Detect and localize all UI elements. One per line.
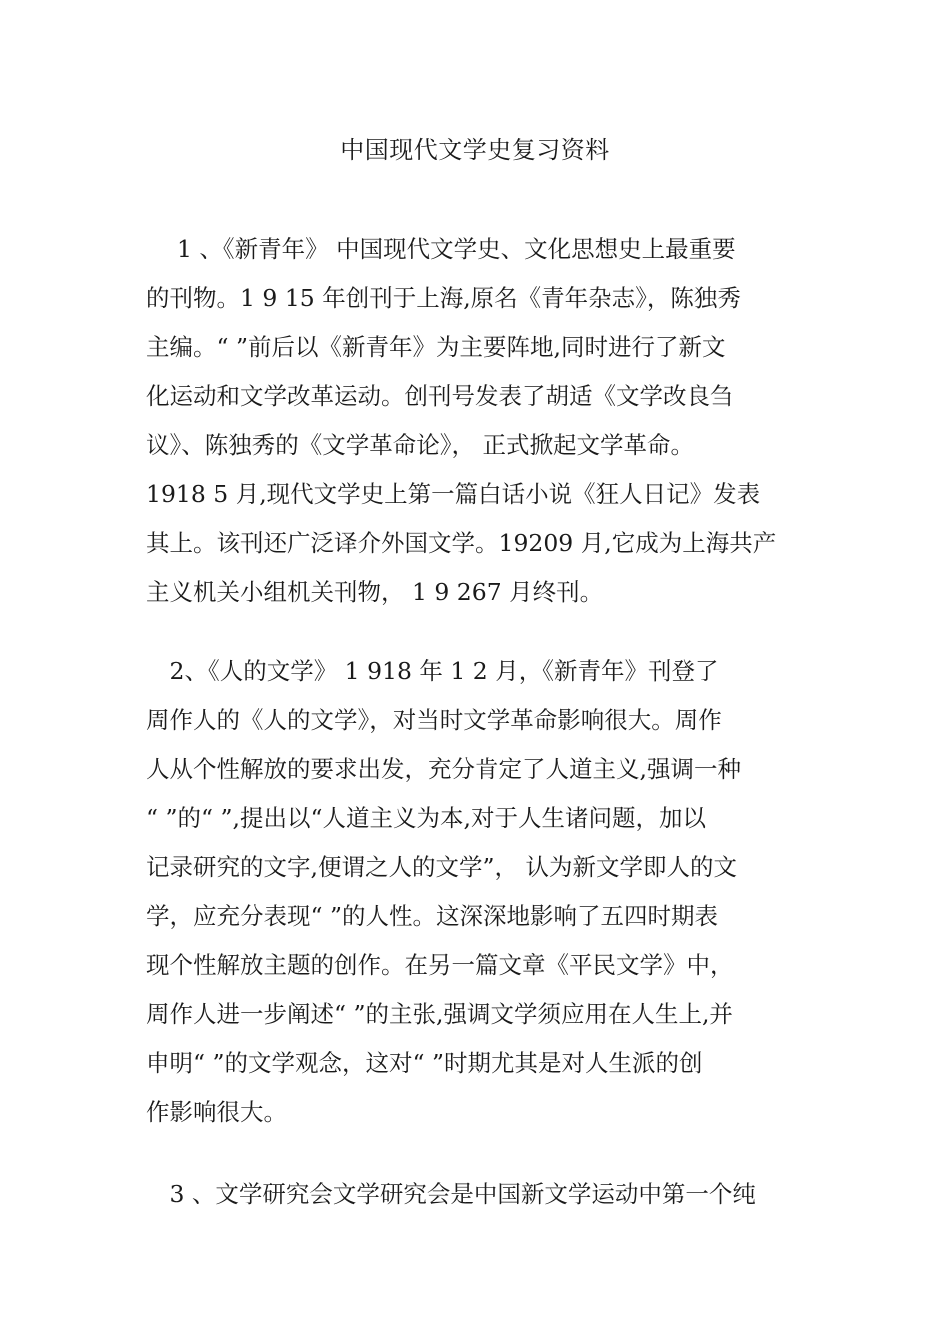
paragraph-line: 主编。“ ”前后以《新青年》为主要阵地,同时进行了新文 [146,333,726,361]
document-title: 中国现代文学史复习资料 [340,136,610,164]
paragraph-line: 议》、陈独秀的《文学革命论》， 正式掀起文学革命。 [146,431,694,459]
paragraph-line: 现个性解放主题的创作。在另一篇文章《平民文学》中， [146,951,734,979]
paragraph-line: 的刊物。1 9 15 年创刊于上海,原名《青年杂志》，陈独秀 [146,284,741,312]
paragraph-line: 作影响很大。 [146,1098,287,1126]
paragraph-line: 1918 5 月,现代文学史上第一篇白话小说《狂人日记》发表 [146,480,761,508]
paragraph-line: 2、《人的文学》 1 918 年 1 2 月，《新青年》刊登了 [146,657,719,685]
paragraph-line: 其上。该刊还广泛译介外国文学。19209 月,它成为上海共产 [146,529,777,557]
paragraph-line: 周作人进一步阐述“ ”的主张,强调文学须应用在人生上,并 [146,1000,733,1028]
paragraph-line: 主义机关小组机关刊物， 1 9 267 月终刊。 [146,578,604,606]
paragraph-line: 3 、文学研究会文学研究会是中国新文学运动中第一个纯 [146,1180,756,1208]
paragraph-line: “ ”的“ ”,提出以“人道主义为本,对于人生诸问题，加以 [146,804,706,832]
paragraph-3 [146,1170,806,1219]
paragraph-line: 1 、《新青年》 中国现代文学史、文化思想史上最重要 [146,235,736,263]
paragraph-line: 周作人的《人的文学》，对当时文学革命影响很大。周作 [146,706,722,734]
paragraph-line: 人从个性解放的要求出发，充分肯定了人道主义,强调一种 [146,755,741,783]
paragraph-2 [146,647,806,1137]
paragraph-line: 记录研究的文字,便谓之人的文学”， 认为新文学即人的文 [146,853,737,881]
paragraph-1 [146,225,806,617]
paragraph-line: 申明“ ”的文学观念，这对“ ”时期尤其是对人生派的创 [146,1049,703,1077]
paragraph-line: 学，应充分表现“ ”的人性。这深深地影响了五四时期表 [146,902,718,930]
paragraph-line: 化运动和文学改革运动。创刊号发表了胡适《文学改良刍 [146,382,734,410]
